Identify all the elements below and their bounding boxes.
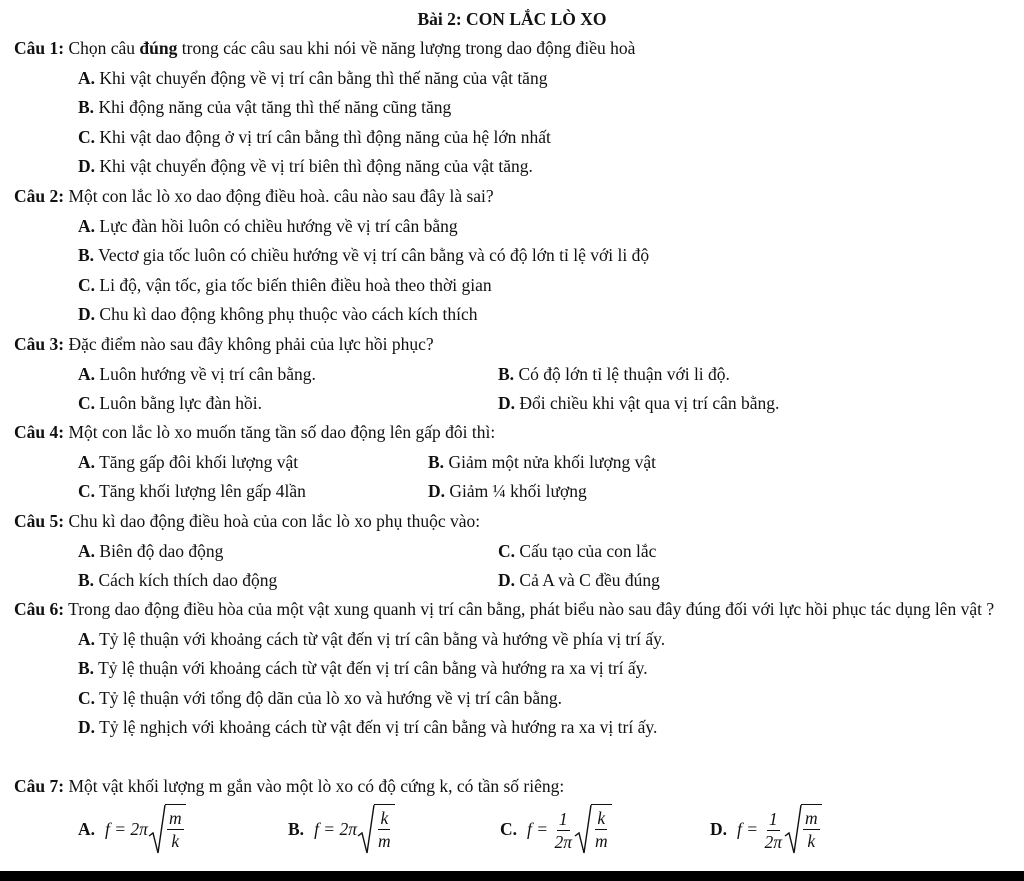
sqrt-expression (574, 804, 612, 856)
sqrt-sign-icon (574, 804, 592, 856)
question-label: Câu 5: (14, 511, 65, 531)
formula-lhs: f = 2π (314, 819, 358, 840)
sqrt-expression (148, 804, 186, 856)
option-b: B. Cách kích thích dao động (78, 570, 278, 591)
question-label: Câu 2: (14, 186, 65, 206)
option-a: A. Tỷ lệ thuận với khoảng cách từ vật đến vị trí cân bằng và hướng về phía vị trí ấy. (78, 628, 666, 649)
sqrt-expression (784, 804, 822, 856)
page-title: Bài 2: CON LẮC LÒ XO (417, 9, 607, 29)
question-label: Câu 1: (14, 38, 65, 58)
option-row (14, 360, 1018, 390)
option-a: A. Biên độ dao động (78, 540, 224, 561)
formula-lhs: f = 2π (105, 819, 148, 840)
option-c: C. Tỷ lệ thuận với tổng độ dãn của lò xo và hướng về vị trí cân bằng. (78, 687, 563, 708)
question-stem: Câu 3: Đặc điểm nào sau đây không phải của lực hồi phục? (14, 334, 434, 354)
question-6 (14, 595, 1018, 743)
sqrt-sign-icon (784, 804, 802, 856)
option-b: B. Khi động năng của vật tăng thì thế năng cũng tăng (78, 97, 452, 118)
option-c: C. Khi vật dao động ở vị trí cân bằng thì động năng của hệ lớn nhất (78, 126, 551, 147)
option-c: C. Tăng khối lượng lên gấp 4lần (78, 481, 306, 502)
sqrt-sign-icon (357, 804, 375, 856)
option-d: D. f = $\frac{1}{2\pi}$ $\frac{m}{k}$ (710, 790, 822, 870)
question-4 (14, 418, 1018, 507)
formula-lhs: f = (737, 819, 759, 840)
emphasis-word: đúng (139, 38, 178, 58)
option-a: A. Khi vật chuyển động về vị trí cân bằng thì thế năng của vật tăng (78, 67, 548, 88)
fraction: $\frac{k}{m}$ (594, 808, 608, 851)
coefficient-fraction: $\frac{1}{2\pi}$ (554, 808, 572, 852)
option-d: D. Tỷ lệ nghịch với khoảng cách từ vật đến vị trí cân bằng và hướng ra xa vị trí ấy. (78, 717, 658, 738)
option-row (14, 389, 1018, 419)
coefficient-fraction: $\frac{1}{2\pi}$ (764, 808, 782, 852)
option-b: B. Tỷ lệ thuận với khoảng cách từ vật đến vị trí cân bằng và hướng ra xa vị trí ấy. (78, 658, 648, 679)
sqrt-sign-icon (148, 804, 166, 856)
bottom-edge-bar (0, 871, 1024, 881)
question-2 (14, 182, 1018, 330)
option-b: B. f = 2π $\frac{k}{m}$ (288, 790, 395, 870)
question-1 (14, 34, 1018, 182)
option-d: D. Khi vật chuyển động về vị trí biên thì động năng của vật tăng. (78, 156, 533, 177)
option-a: A. Lực đàn hồi luôn có chiều hướng về vị trí cân bằng (78, 215, 458, 236)
formula-lhs: f = (527, 819, 549, 840)
option-c: C. Luôn bằng lực đàn hồi. (78, 393, 262, 414)
option-row (14, 448, 1018, 478)
option-a: A. f = 2π $\frac{m}{k}$ (78, 790, 186, 870)
fraction: $\frac{k}{m}$ (378, 808, 391, 851)
formula-options (78, 790, 978, 870)
option-d: D. Đổi chiều khi vật qua vị trí cân bằng. (498, 393, 780, 414)
fraction: $\frac{m}{k}$ (804, 808, 818, 851)
option-a: A. Tăng gấp đôi khối lượng vật (78, 451, 299, 472)
question-5 (14, 507, 1018, 596)
question-stem: Câu 4: Một con lắc lò xo muốn tăng tần số dao động lên gấp đôi thì: (14, 422, 496, 442)
option-d: D. Cả A và C đều đúng (498, 570, 660, 591)
question-stem: Câu 6: Trong dao động điều hòa của một vật xung quanh vị trí cân bằng, phát biểu nào sau đây đúng đối với lực hồi phục tác dụng lên vật ? (14, 599, 995, 619)
option-a: A. Luôn hướng về vị trí cân bằng. (78, 363, 316, 384)
question-stem: Câu 7: Một vật khối lượng m gắn vào một lò xo có độ cứng k, có tần số riêng: (14, 776, 565, 796)
option-b: B. Giảm một nửa khối lượng vật (428, 451, 657, 472)
option-c: C. f = $\frac{1}{2\pi}$ $\frac{k}{m}$ (500, 790, 612, 870)
question-stem: Câu 2: Một con lắc lò xo dao động điều hoà. câu nào sau đây là sai? (14, 186, 494, 206)
option-d: D. Giảm ¼ khối lượng (428, 481, 587, 502)
question-label: Câu 6: (14, 599, 65, 619)
option-c: C. Li độ, vận tốc, gia tốc biến thiên điều hoà theo thời gian (78, 274, 492, 295)
question-label: Câu 3: (14, 334, 65, 354)
sqrt-expression (357, 804, 395, 856)
option-row (14, 537, 1018, 567)
question-stem: Câu 5: Chu kì dao động điều hoà của con lắc lò xo phụ thuộc vào: (14, 511, 481, 531)
option-b: B. Vectơ gia tốc luôn có chiều hướng về vị trí cân bằng và có độ lớn tỉ lệ với li độ (78, 245, 650, 266)
question-3 (14, 330, 1018, 419)
question-label: Câu 4: (14, 422, 65, 442)
option-c: C. Cấu tạo của con lắc (498, 540, 657, 561)
option-row (14, 566, 1018, 596)
fraction: $\frac{m}{k}$ (168, 808, 182, 851)
question-label: Câu 7: (14, 776, 65, 796)
option-row (14, 477, 1018, 507)
option-d: D. Chu kì dao động không phụ thuộc vào cách kích thích (78, 304, 478, 325)
question-stem: Câu 1: Chọn câu đúng trong các câu sau khi nói về năng lượng trong dao động điều hoà (14, 38, 636, 58)
option-b: B. Có độ lớn tỉ lệ thuận với li độ. (498, 363, 730, 384)
